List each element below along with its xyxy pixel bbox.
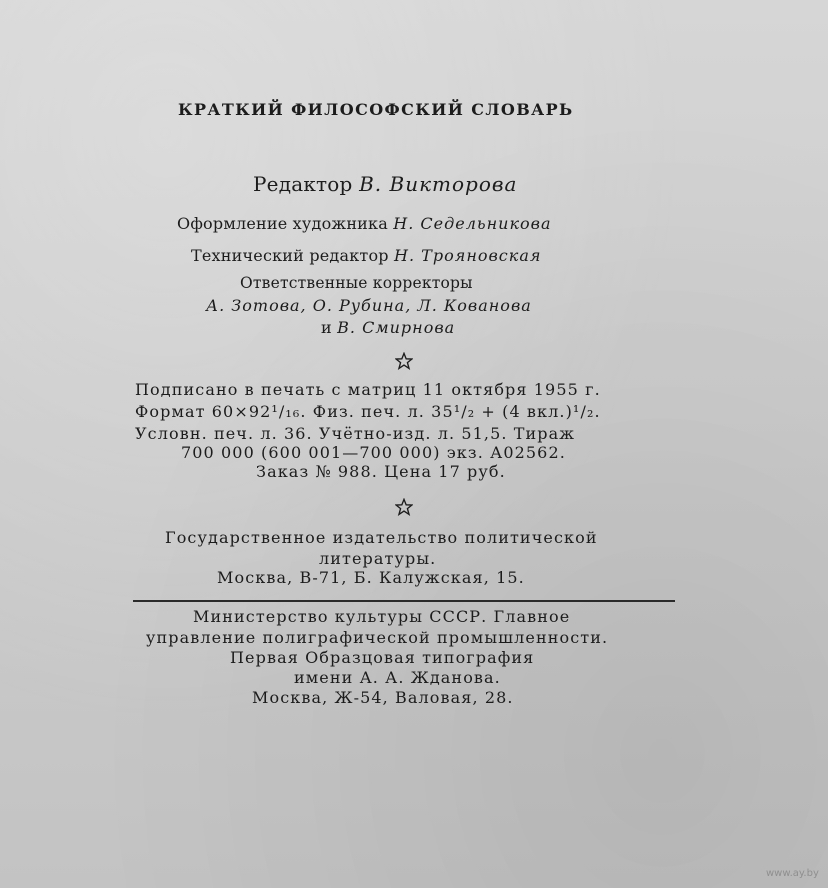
book-title: КРАТКИЙ ФИЛОСОФСКИЙ СЛОВАРЬ (178, 100, 574, 119)
star-outline-icon (395, 352, 413, 370)
printer-line-2: управление полиграфической промышленности. (146, 628, 609, 647)
printer-line-4: имени А. А. Жданова. (294, 668, 501, 687)
imprint-order-line: Заказ № 988. Цена 17 руб. (256, 462, 506, 481)
imprint-format-line: Формат 60×92¹/₁₆. Физ. печ. л. 35¹/₂ + (4 вкл.)¹/₂. (135, 402, 601, 421)
publisher-address: Москва, В-71, Б. Калужская, 15. (217, 568, 525, 587)
publisher-line-1: Государственное издательство политической (165, 528, 598, 547)
tech-editor-name: Н. Трояновская (394, 246, 542, 265)
printer-address: Москва, Ж-54, Валовая, 28. (252, 688, 514, 707)
watermark: www.ay.by (766, 868, 819, 879)
divider-rule (133, 600, 675, 602)
imprint-signed-line: Подписано в печать с матриц 11 октября 1955 г. (135, 380, 601, 399)
correctors-label: Ответственные корректоры (240, 274, 473, 292)
art-design-name: Н. Седельникова (393, 214, 552, 233)
art-design-label: Оформление художника (177, 214, 388, 233)
publisher-line-2: литературы. (319, 549, 437, 568)
tech-editor-line (0, 246, 828, 265)
editor-line (0, 172, 828, 196)
editor-name: В. Викторова (359, 172, 518, 196)
imprint-sheets-line: Условн. печ. л. 36. Учётно-изд. л. 51,5. Тираж (135, 424, 576, 443)
printer-line-1: Министерство культуры СССР. Главное (193, 607, 571, 626)
tech-editor-label: Технический редактор (191, 246, 389, 265)
editor-label: Редактор (253, 172, 353, 196)
correctors-names-line-2 (0, 318, 828, 337)
imprint-print-run-line: 700 000 (600 001—700 000) экз. А02562. (181, 443, 566, 462)
correctors-and: и (321, 318, 332, 337)
star-outline-icon (395, 498, 413, 516)
printer-line-3: Первая Образцовая типография (230, 648, 535, 667)
correctors-names-line-1 (0, 296, 828, 315)
art-design-line (0, 214, 828, 233)
correctors-names-1: А. Зотова, О. Рубина, Л. Кованова (206, 296, 532, 315)
correctors-names-2: В. Смирнова (337, 318, 456, 337)
